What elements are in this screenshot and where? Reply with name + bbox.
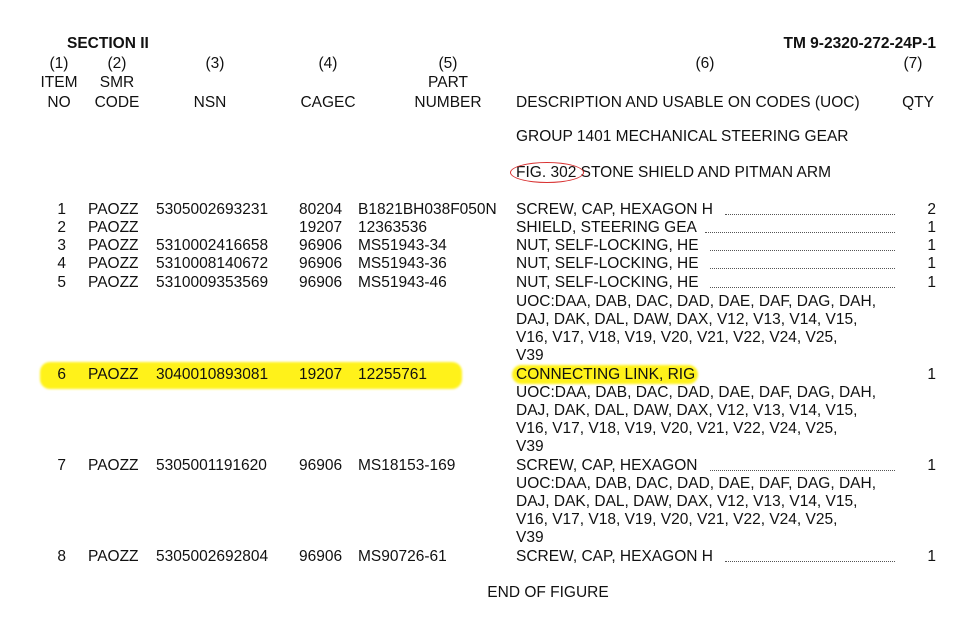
part-number: 12255761 [358, 366, 427, 383]
quantity: 1 [927, 366, 936, 383]
uoc-line: DAJ, DAK, DAL, DAW, DAX, V12, V13, V14, V15, [516, 493, 858, 510]
part-number: MS51943-36 [358, 255, 447, 272]
item-number: 5 [57, 274, 66, 291]
uoc-line: DAJ, DAK, DAL, DAW, DAX, V12, V13, V14, V15, [516, 402, 858, 419]
col7-number: (7) [903, 55, 923, 72]
nsn: 5310008140672 [156, 255, 269, 272]
cagec: 96906 [299, 274, 343, 291]
col5-label-line2: NUMBER [414, 94, 482, 111]
item-number: 7 [57, 457, 66, 474]
item-number: 2 [57, 219, 66, 236]
description: SCREW, CAP, HEXAGON H [516, 201, 713, 218]
uoc-line: V39 [516, 347, 544, 364]
part-number: B1821BH038F050N [358, 201, 497, 218]
figure-title: STONE SHIELD AND PITMAN ARM [576, 164, 831, 181]
quantity: 1 [927, 274, 936, 291]
uoc-line: V16, V17, V18, V19, V20, V21, V22, V24, V25, [516, 511, 838, 528]
item-number: 6 [57, 366, 66, 383]
quantity: 1 [927, 548, 936, 565]
uoc-line: UOC:DAA, DAB, DAC, DAD, DAE, DAF, DAG, DAH, [516, 293, 877, 310]
nsn: 5310009353569 [156, 274, 269, 291]
cagec: 96906 [299, 255, 343, 272]
figure-number: 302 [550, 164, 577, 181]
nsn: 5305002693231 [156, 201, 269, 218]
description: NUT, SELF-LOCKING, HE [516, 274, 699, 291]
quantity: 1 [927, 255, 936, 272]
col2-number: (2) [107, 55, 127, 72]
uoc-line: UOC:DAA, DAB, DAC, DAD, DAE, DAF, DAG, DAH, [516, 384, 877, 401]
item-number: 4 [57, 255, 66, 272]
nsn: 3040010893081 [156, 366, 269, 383]
manual-number: TM 9-2320-272-24P-1 [783, 35, 936, 52]
col2-label-line1: SMR [99, 74, 135, 91]
quantity: 2 [927, 201, 936, 218]
leader-dots [710, 287, 895, 288]
part-number: MS51943-34 [358, 237, 447, 254]
quantity: 1 [927, 237, 936, 254]
figure-circle-mark [510, 162, 584, 183]
col1-number: (1) [49, 55, 69, 72]
description: SCREW, CAP, HEXAGON H [516, 548, 713, 565]
description: NUT, SELF-LOCKING, HE [516, 237, 699, 254]
smr-code: PAOZZ [88, 548, 139, 565]
uoc-line: V39 [516, 438, 544, 455]
col4-number: (4) [318, 55, 338, 72]
col4-label: CAGEC [300, 94, 356, 111]
nsn: 5305001191620 [156, 457, 267, 474]
col1-label-line1: ITEM [40, 74, 78, 91]
col1-label-line2: NO [47, 94, 71, 111]
col7-label: QTY [902, 94, 934, 111]
end-of-figure: END OF FIGURE [487, 584, 609, 601]
leader-dots [710, 470, 895, 471]
nsn: 5305002692804 [156, 548, 269, 565]
col2-label-line2: CODE [94, 94, 140, 111]
quantity: 1 [927, 219, 936, 236]
col6-label: DESCRIPTION AND USABLE ON CODES (UOC) [516, 94, 860, 111]
part-number: MS90726-61 [358, 548, 447, 565]
figure-label: FIG. [516, 164, 551, 181]
cagec: 96906 [299, 237, 343, 254]
part-number: MS51943-46 [358, 274, 447, 291]
leader-dots [710, 268, 895, 269]
smr-code: PAOZZ [88, 274, 139, 291]
uoc-line: UOC:DAA, DAB, DAC, DAD, DAE, DAF, DAG, DAH, [516, 475, 877, 492]
cagec: 96906 [299, 548, 343, 565]
leader-dots [725, 561, 895, 562]
item-number: 1 [57, 201, 66, 218]
smr-code: PAOZZ [88, 457, 139, 474]
smr-code: PAOZZ [88, 255, 139, 272]
smr-code: PAOZZ [88, 237, 139, 254]
uoc-line: V39 [516, 529, 544, 546]
description: SCREW, CAP, HEXAGON [516, 457, 698, 474]
smr-code: PAOZZ [88, 366, 139, 383]
description: SHIELD, STEERING GEA [516, 219, 697, 236]
cagec: 19207 [299, 366, 343, 383]
col3-label: NSN [193, 94, 227, 111]
cagec: 96906 [299, 457, 343, 474]
leader-dots [725, 214, 895, 215]
description: NUT, SELF-LOCKING, HE [516, 255, 699, 272]
col5-number: (5) [438, 55, 458, 72]
item-number: 8 [57, 548, 66, 565]
uoc-line: V16, V17, V18, V19, V20, V21, V22, V24, V25, [516, 420, 838, 437]
smr-code: PAOZZ [88, 219, 139, 236]
group-heading: GROUP 1401 MECHANICAL STEERING GEAR [516, 128, 849, 145]
cagec: 80204 [299, 201, 343, 218]
leader-dots [705, 232, 895, 233]
cagec: 19207 [299, 219, 343, 236]
leader-dots [710, 250, 895, 251]
section-title: SECTION II [67, 35, 149, 52]
uoc-line: V16, V17, V18, V19, V20, V21, V22, V24, V25, [516, 329, 838, 346]
nsn: 5310002416658 [156, 237, 269, 254]
smr-code: PAOZZ [88, 201, 139, 218]
description: CONNECTING LINK, RIG [516, 366, 696, 383]
col5-label-line1: PART [428, 74, 468, 91]
part-number: MS18153-169 [358, 457, 456, 474]
col6-number: (6) [695, 55, 715, 72]
quantity: 1 [927, 457, 936, 474]
col3-number: (3) [205, 55, 225, 72]
uoc-line: DAJ, DAK, DAL, DAW, DAX, V12, V13, V14, V15, [516, 311, 858, 328]
part-number: 12363536 [358, 219, 427, 236]
item-number: 3 [57, 237, 66, 254]
